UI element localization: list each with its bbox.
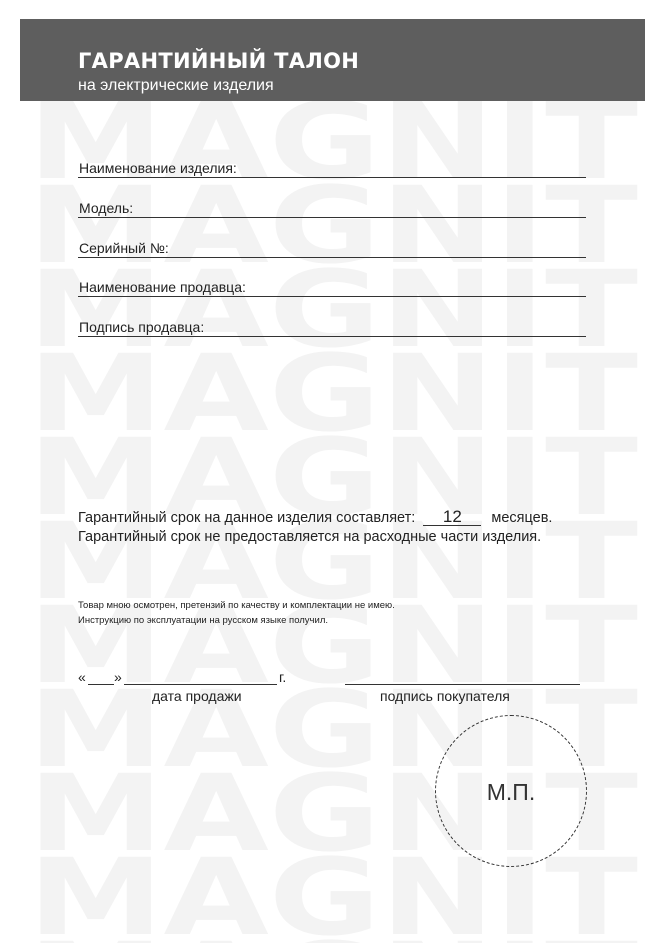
page-title: ГАРАНТИЙНЫЙ ТАЛОН [78, 49, 360, 73]
inspection-note: Товар мною осмотрен, претензий по качеству и комплектации не имею. [78, 600, 395, 611]
warranty-months-value: 12 [423, 508, 481, 526]
serial-number-field[interactable] [78, 235, 586, 258]
month-year-blank [124, 684, 277, 685]
year-suffix: г. [279, 669, 287, 685]
day-blank [88, 684, 114, 685]
manual-note: Инструкцию по эксплуатации на русском языке получил. [78, 615, 328, 626]
page-subtitle: на электрические изделия [78, 77, 274, 94]
date-open-quote: « [78, 669, 86, 685]
stamp-area [435, 715, 587, 867]
seller-name-field[interactable] [78, 274, 586, 297]
warranty-term-suffix: месяцев. [491, 510, 553, 526]
header-banner [20, 19, 645, 101]
seller-signature-field[interactable] [78, 314, 586, 337]
warranty-term-prefix: Гарантийный срок на данное изделия составляет: [78, 510, 416, 526]
serial-number-label: Серийный №: [79, 240, 169, 256]
product-name-field[interactable] [78, 155, 586, 178]
sale-date-label: дата продажи [152, 688, 242, 704]
buyer-signature-field[interactable] [345, 684, 580, 685]
seller-signature-label: Подпись продавца: [79, 319, 205, 335]
model-field[interactable] [78, 195, 586, 218]
buyer-signature-label: подпись покупателя [380, 688, 510, 704]
model-label: Модель: [79, 200, 134, 216]
product-name-label: Наименование изделия: [79, 160, 237, 176]
seller-name-label: Наименование продавца: [79, 279, 246, 295]
warranty-exclusion-line: Гарантийный срок не предоставляется на расходные части изделия. [78, 529, 542, 545]
warranty-term-line [78, 508, 552, 526]
date-close-quote: » [114, 669, 122, 685]
stamp-label: М.П. [486, 779, 536, 805]
